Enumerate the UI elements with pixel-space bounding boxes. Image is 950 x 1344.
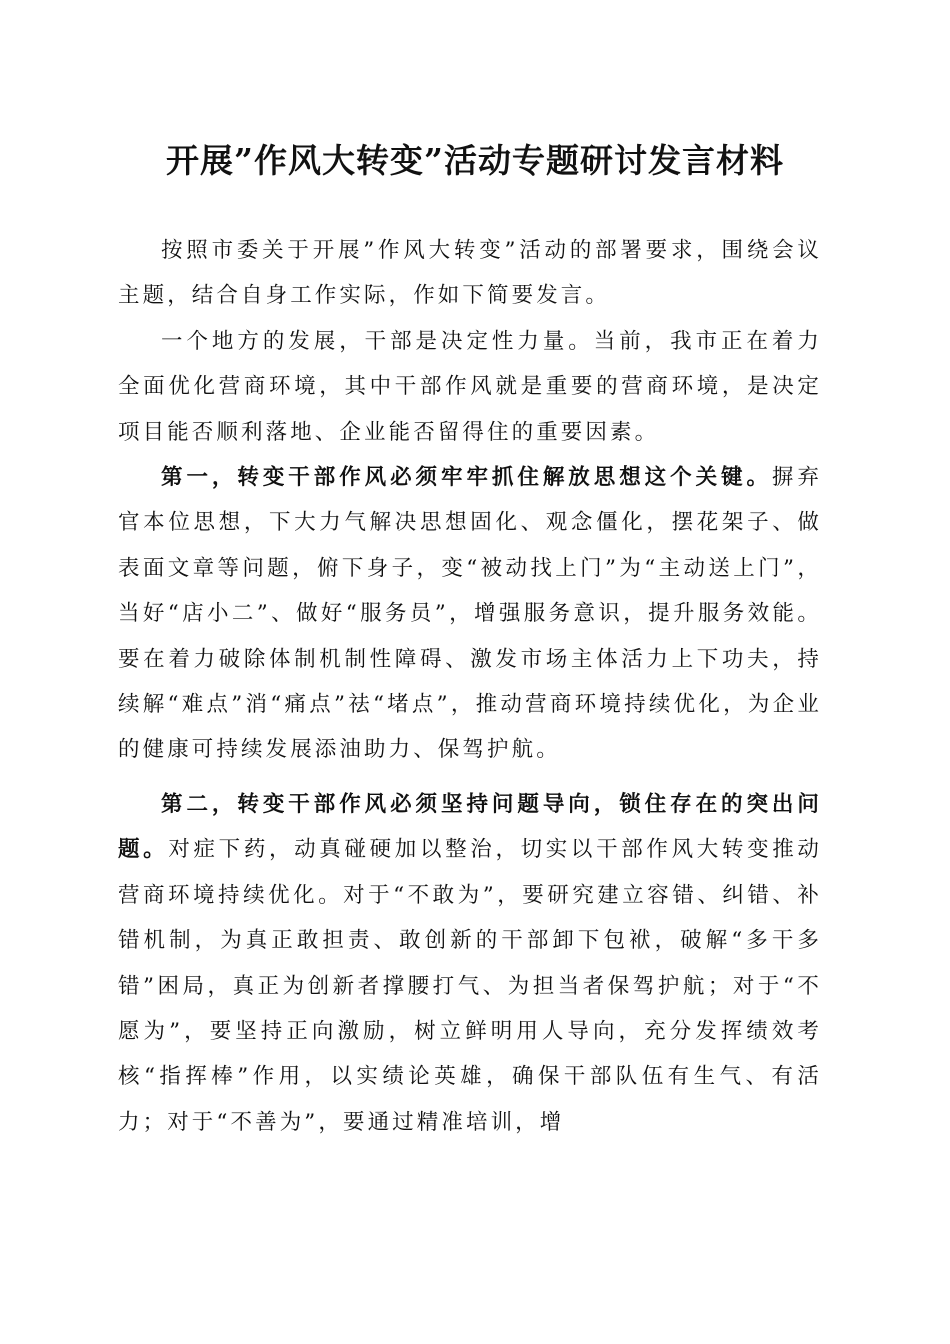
paragraph-text: 按照市委关于开展”作风大转变”活动的部署要求，围绕会议主题，结合自身工作实际，作如下简要发言。 bbox=[118, 238, 822, 309]
paragraph-text: 摒弃官本位思想，下大力气解决思想固化、观念僵化，摆花架子、做表面文章等问题，俯下身子，变“被动找上门”为“主动送上门”，当好“店小二”、做好“服务员”，增强服务意识，提升服务效能。要在着力破除体制机制性障碍、激发市场主体活力上下功夫，持续解“难点”消“痛点”祛“堵点”，推动营商环境持续优化，为企业的健康可持续发展添油助力、保驾护航。 bbox=[118, 465, 822, 763]
document-body bbox=[118, 228, 822, 1145]
paragraph-second-point bbox=[118, 782, 822, 1145]
document-title: 开展”作风大转变”活动专题研讨发言材料 bbox=[166, 141, 784, 180]
paragraph-first-point bbox=[118, 455, 822, 773]
paragraph-text: 对症下药，动真碰硬加以整治，切实以干部作风大转变推动营商环境持续优化。对于“不敢为”，要研究建立容错、纠错、补错机制，为真正敢担责、敢创新的干部卸下包袱，破解“多干多错”困局，真正为创新者撑腰打气、为担当者保驾护航；对于“不愿为”，要坚持正向激励，树立鲜明用人导向，充分发挥绩效考核“指挥棒”作用，以实绩论英雄，确保干部队伍有生气、有活力；对于“不善为”，要通过精准培训，增 bbox=[118, 837, 822, 1135]
paragraph-lead: 第一，转变干部作风必须牢牢抓住解放思想这个关键。 bbox=[161, 465, 772, 491]
paragraph-lead: 第二，转变干部作风必须坚持问题导向，锁住存在的突出问题。 bbox=[118, 791, 822, 863]
paragraph-text: 一个地方的发展，干部是决定性力量。当前，我市正在着力全面优化营商环境，其中干部作风就是重要的营商环境，是决定项目能否顺利落地、企业能否留得住的重要因素。 bbox=[118, 328, 822, 445]
paragraph-development bbox=[118, 319, 822, 455]
paragraph-intro bbox=[118, 228, 822, 319]
